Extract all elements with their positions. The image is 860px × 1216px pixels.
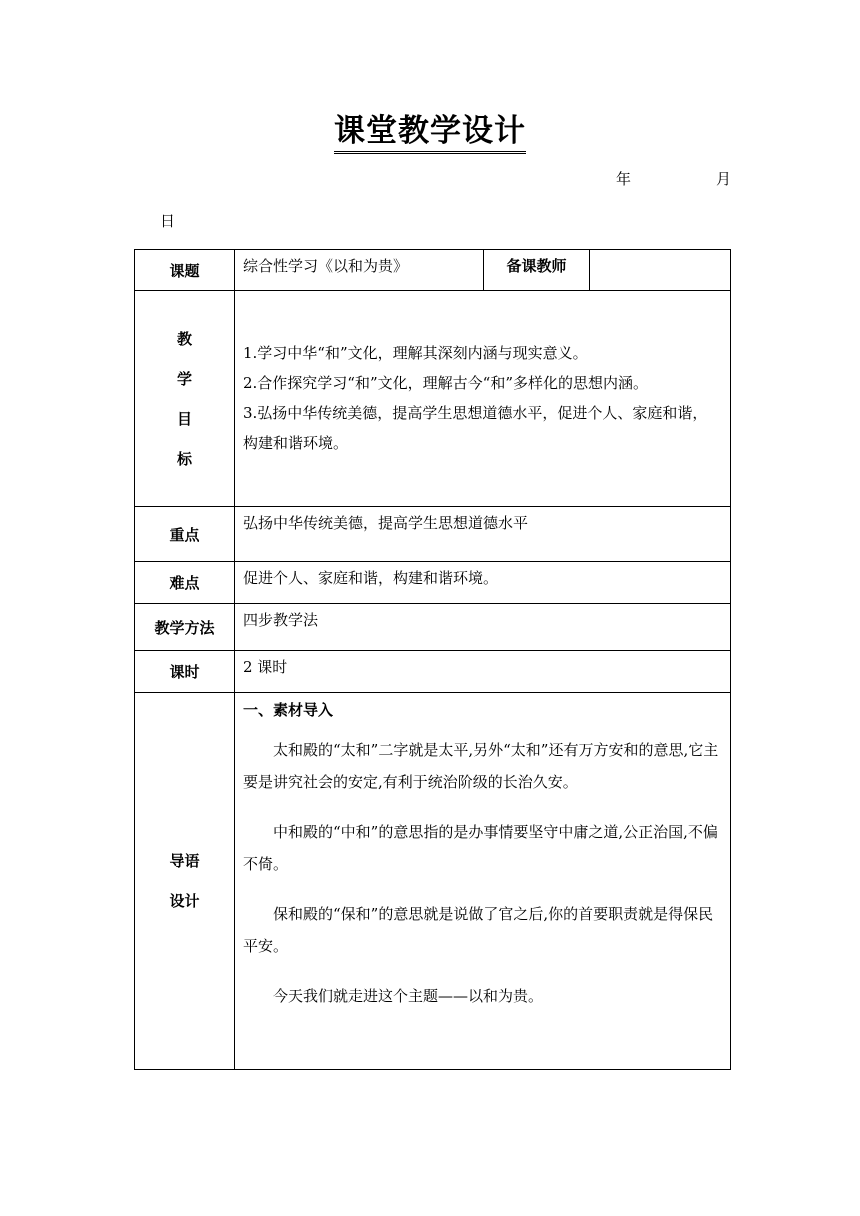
date-day: 日 [160,212,176,230]
goals-label [135,291,235,507]
lead-label-line: 导语 [169,852,200,870]
goal-item: 3.弘扬中华传统美德，提高学生思想道德水平，促进个人、家庭和谐，构建和谐环境。 [243,404,708,452]
topic-row [135,250,731,291]
hours-value: 2 课时 [235,651,731,693]
lead-heading: 一、素材导入 [243,701,334,719]
topic-value: 综合性学习《以和为贵》 [235,250,484,291]
lead-label-line: 设计 [169,892,200,910]
lead-paragraph: 今天我们就走进这个主题——以和为贵。 [273,987,544,1005]
key-point-value: 弘扬中华传统美德，提高学生思想道德水平 [235,507,731,562]
goals-row [135,291,731,507]
goals-label-char: 标 [176,449,192,468]
lead-paragraph: 太和殿的“太和”二字就是太平,另外“太和”还有万方安和的意思,它主要是讲究社会的安定,有利于统治阶级的长治久安。 [243,741,719,791]
goal-item: 1.学习中华“和”文化，理解其深刻内涵与现实意义。 [243,344,588,362]
goal-item: 2.合作探究学习“和”文化，理解古今“和”多样化的思想内涵。 [243,374,648,392]
lead-paragraph: 保和殿的“保和”的意思就是说做了官之后,你的首要职责就是得保民平安。 [243,905,714,955]
date-year: 年 [616,170,632,188]
lead-design-row [135,693,731,1070]
hours-row [135,651,731,693]
difficulty-row [135,562,731,604]
topic-label: 课题 [135,250,235,291]
method-label: 教学方法 [135,604,235,651]
key-point-row [135,507,731,562]
difficulty-label: 难点 [135,562,235,604]
goals-label-char: 学 [176,369,192,388]
goals-content [235,291,731,507]
method-value: 四步教学法 [235,604,731,651]
difficulty-value: 促进个人、家庭和谐，构建和谐环境。 [235,562,731,604]
date-month: 月 [716,170,732,188]
lesson-plan-table [134,249,731,1070]
method-row [135,604,731,651]
lead-design-content [235,693,731,1070]
key-point-label: 重点 [135,507,235,562]
document-title-wrap [0,105,860,150]
lead-design-label [135,693,235,1070]
teacher-value[interactable] [590,250,731,291]
document-title: 课堂教学设计 [334,113,526,154]
teacher-label: 备课教师 [484,250,590,291]
goals-label-char: 教 [176,329,192,348]
hours-label: 课时 [135,651,235,693]
goals-label-char: 目 [176,409,192,428]
lead-paragraph: 中和殿的“中和”的意思指的是办事情要坚守中庸之道,公正治国,不偏不倚。 [243,823,718,873]
